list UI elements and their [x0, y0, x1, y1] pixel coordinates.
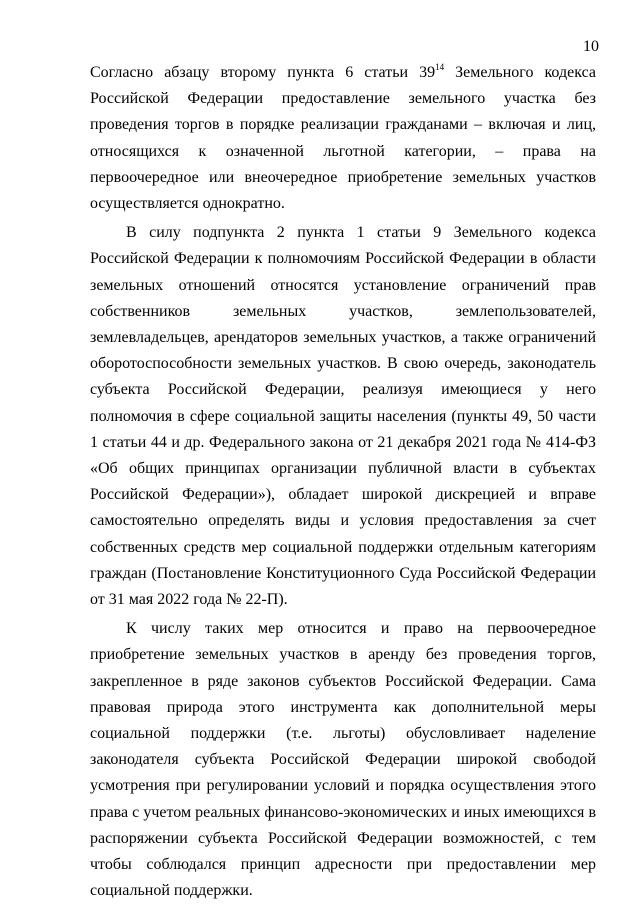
paragraph-2: В силу подпункта 2 пункта 1 статьи 9 Земельного кодекса Российской Федерации к полномочиям Российской Федерации в области земельных отношений относятся установление ограничений прав собственников земельных участков, землепользователей, землевладельцев, арендаторов земельных участков, а также ограничений оборотоспособности земельных участков. В свою очередь, законодатель субъекта Российской Федерации, реализуя имеющиеся у него полномочия в сфере социальной защиты населения (пункты 49, 50 части 1 статьи 44 и др. Федерального закона от 21 декабря 2021 года № 414-ФЗ «Об общих принципах организации публичной власти в субъектах Российской Федерации»), обладает широкой дискрецией и вправе самостоятельно определять виды и условия предоставления за счет собственных средств мер социальной поддержки отдельным категориям граждан (Постановление Конституционного Суда Российской Федерации от 31 мая 2022 года № 22-П). — [90, 224, 596, 609]
paragraph-1-text-after: Земельного кодекса Российской Федерации предоставление земельного участка без проведения торгов в порядке реализации гражданами – включая и лиц, относящихся к означенной льготной категории, – права на первоочередное или внеочередное приобретение земельных участков осуществляется однократно. — [90, 64, 596, 213]
document-body — [90, 60, 596, 905]
article-superscript: 14 — [435, 62, 445, 72]
paragraph-1 — [90, 60, 596, 217]
page-number: 10 — [583, 38, 599, 55]
paragraph-3: К числу таких мер относится и право на первоочередное приобретение земельных участков в аренду без проведения торгов, закрепленное в ряде законов субъектов Российской Федерации. Сама правовая природа этого инструмента как дополнительной меры социальной поддержки (т.е. льготы) обусловливает наделение законодателя субъекта Российской Федерации широкой свободой усмотрения при регулировании условий и порядка осуществления этого права с учетом реальных финансово-экономических и иных имеющихся в распоряжении субъекта Российской Федерации возможностей, с тем чтобы соблюдался принцип адресности при предоставлении мер социальной поддержки. — [90, 620, 596, 900]
paragraph-1-text-before: Согласно абзацу второму пункта 6 статьи 39 — [90, 64, 436, 81]
